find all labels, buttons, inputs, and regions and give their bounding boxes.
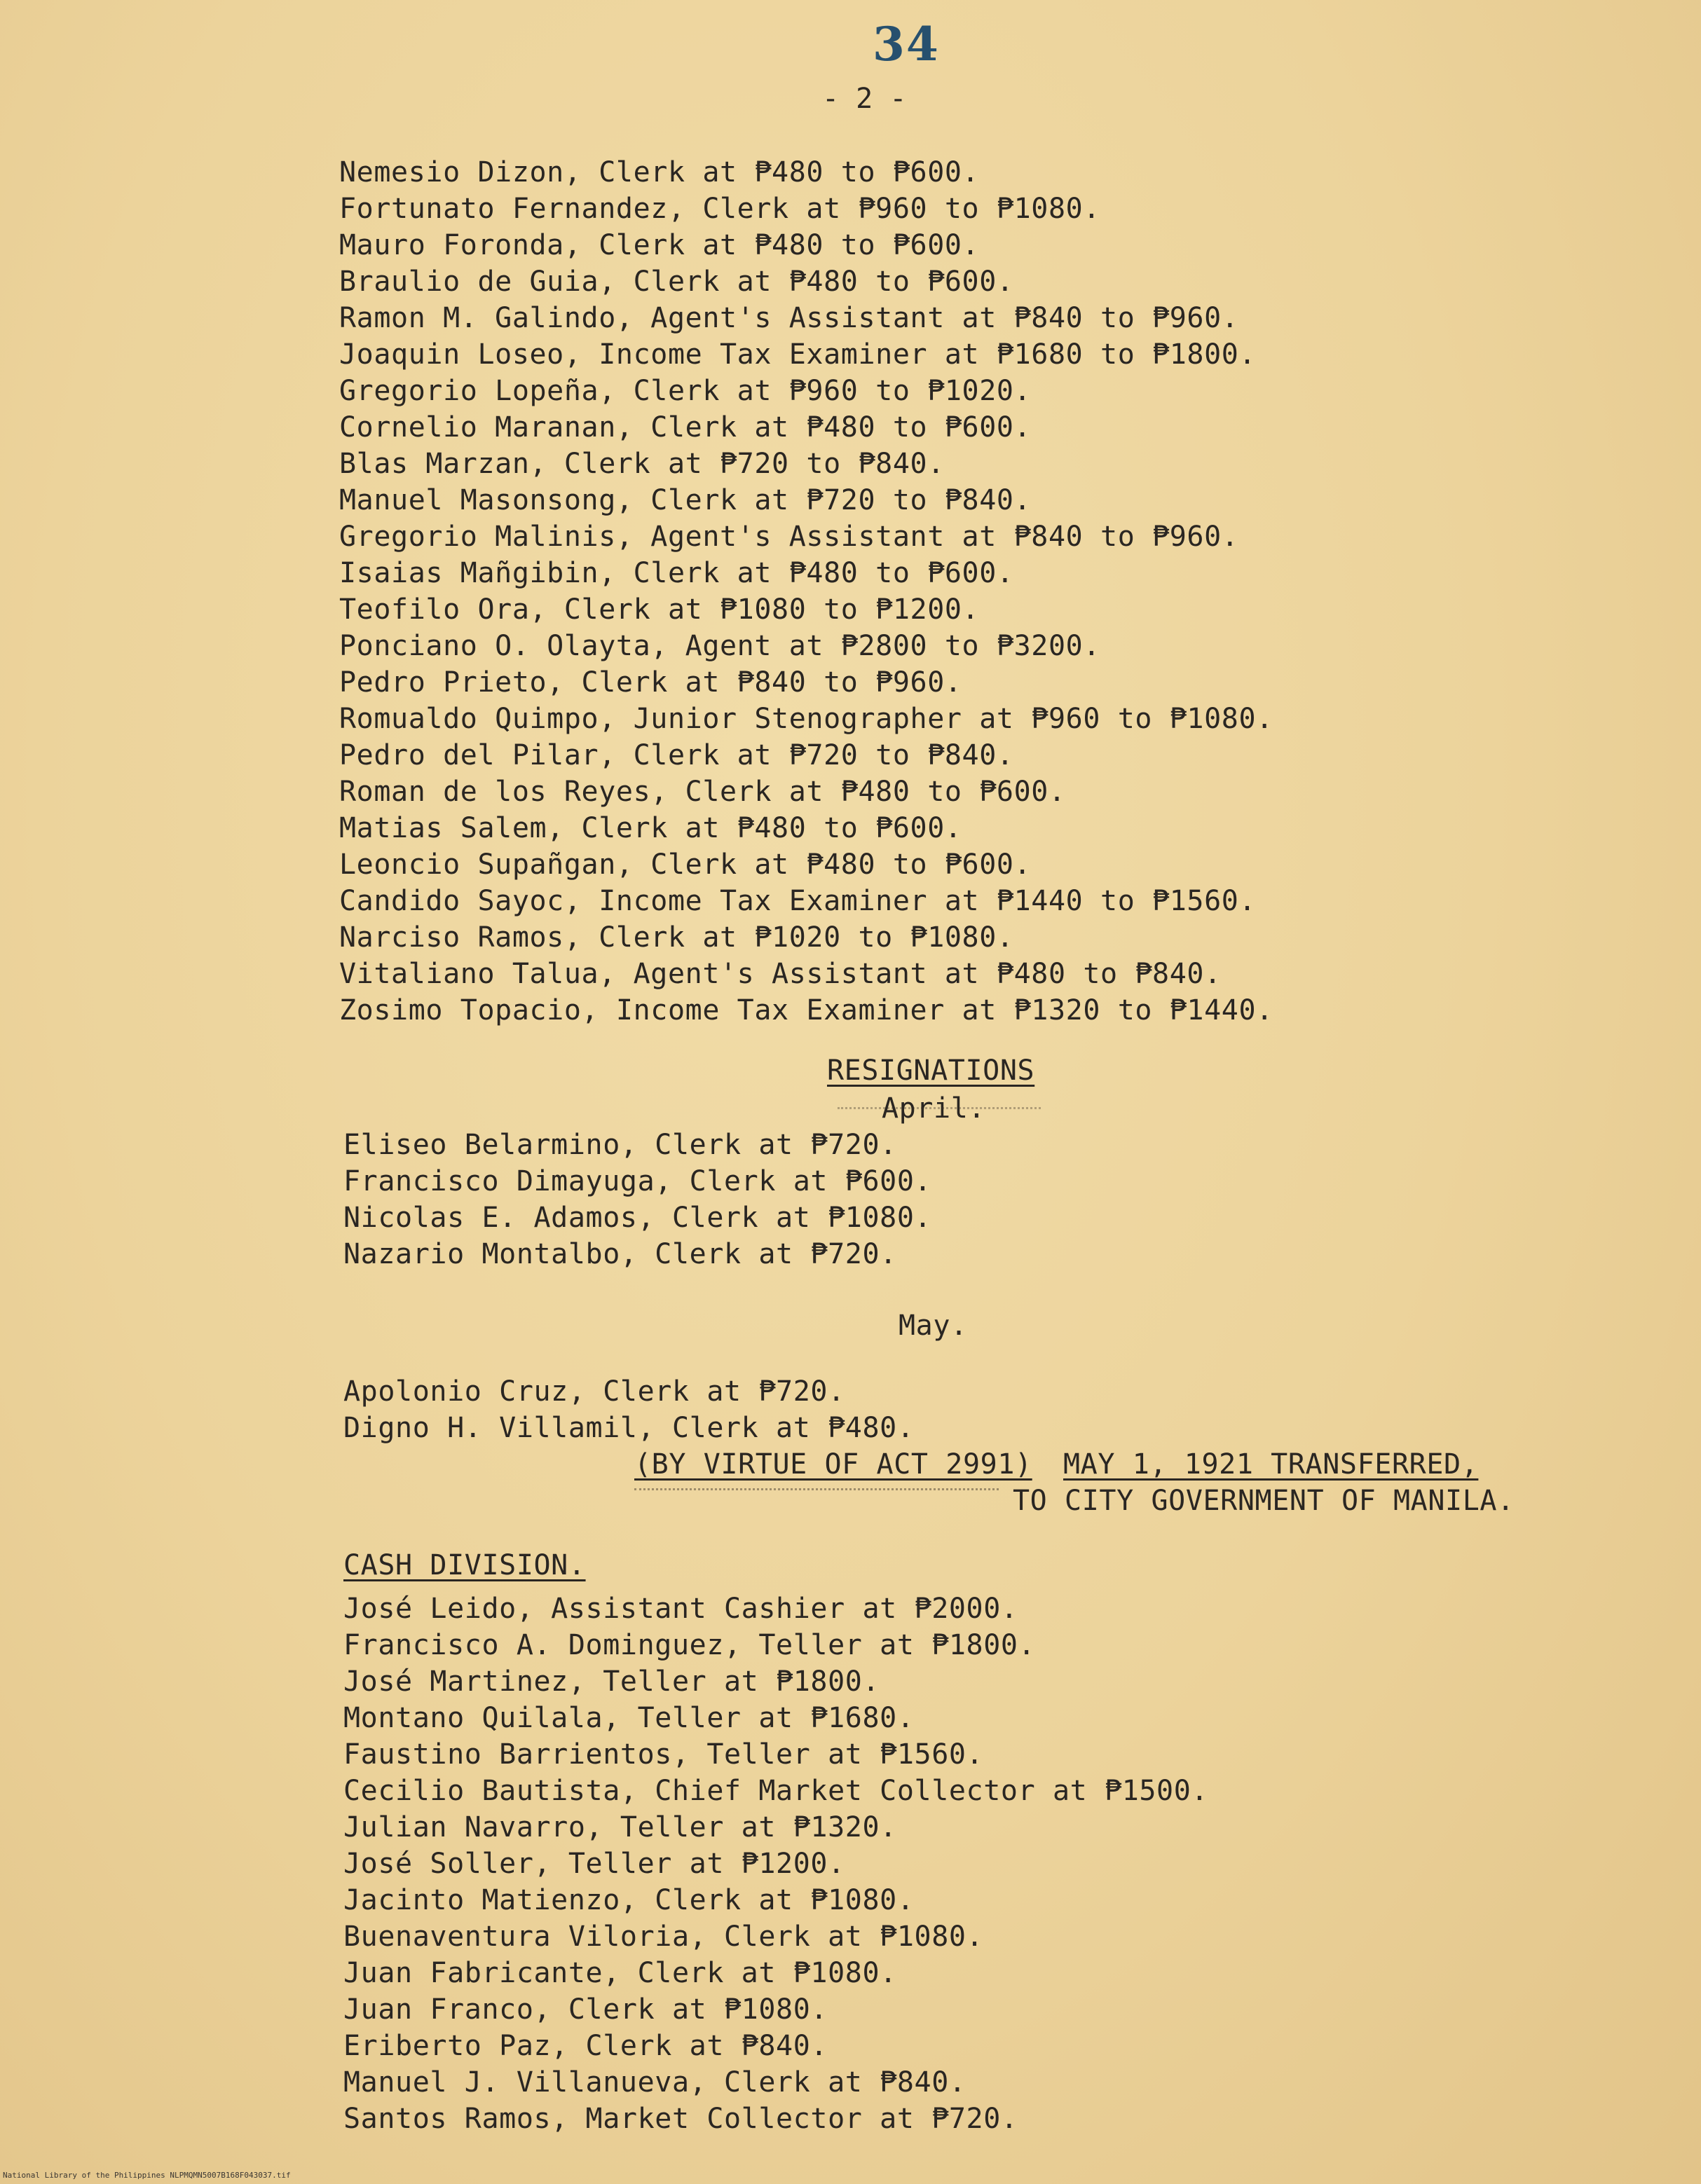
resignation-line: Digno H. Villamil, Clerk at ₱480.: [343, 1412, 915, 1444]
cash-division-line: Jacinto Matienzo, Clerk at ₱1080.: [343, 1884, 915, 1916]
resignation-line: Nazario Montalbo, Clerk at ₱720.: [343, 1238, 897, 1270]
promotion-line: Ramon M. Galindo, Agent's Assistant at ₱840 to ₱960.: [339, 302, 1239, 334]
cash-division-line: Buenaventura Viloria, Clerk at ₱1080.: [343, 1921, 984, 1953]
promotion-line: Romualdo Quimpo, Junior Stenographer at ₱960 to ₱1080.: [339, 703, 1273, 735]
cash-division-line: José Martinez, Teller at ₱1800.: [343, 1666, 880, 1698]
promotion-line: Manuel Masonsong, Clerk at ₱720 to ₱840.: [339, 484, 1032, 516]
transfer-note-date: MAY 1, 1921 TRANSFERRED,: [1063, 1448, 1479, 1481]
may-label: May.: [899, 1310, 968, 1342]
promotion-line: Ponciano O. Olayta, Agent at ₱2800 to ₱3200.: [339, 630, 1101, 662]
promotion-line: Roman de los Reyes, Clerk at ₱480 to ₱600.: [339, 776, 1066, 808]
dotted-rule: [838, 1107, 1041, 1116]
transfer-note-destination: TO CITY GOVERNMENT OF MANILA.: [1013, 1485, 1515, 1517]
promotion-line: Cornelio Maranan, Clerk at ₱480 to ₱600.: [339, 411, 1032, 444]
promotion-line: Gregorio Malinis, Agent's Assistant at ₱840 to ₱960.: [339, 521, 1239, 553]
cash-division-line: Eriberto Paz, Clerk at ₱840.: [343, 2030, 828, 2062]
promotion-line: Matias Salem, Clerk at ₱480 to ₱600.: [339, 812, 962, 844]
footer-archive-caption: National Library of the Philippines NLPMQMN5007B168F043037.tif: [3, 2171, 291, 2180]
resignation-line: Nicolas E. Adamos, Clerk at ₱1080.: [343, 1202, 932, 1234]
cash-division-line: Julian Navarro, Teller at ₱1320.: [343, 1811, 897, 1843]
resignation-line: Apolonio Cruz, Clerk at ₱720.: [343, 1375, 845, 1408]
promotion-line: Zosimo Topacio, Income Tax Examiner at ₱1320 to ₱1440.: [339, 994, 1273, 1026]
cash-division-line: Cecilio Bautista, Chief Market Collector at ₱1500.: [343, 1775, 1209, 1807]
cash-division-line: Manuel J. Villanueva, Clerk at ₱840.: [343, 2066, 966, 2099]
cash-division-line: Faustino Barrientos, Teller at ₱1560.: [343, 1738, 984, 1771]
resignations-heading: RESIGNATIONS: [827, 1055, 1035, 1087]
page-number: - 2 -: [822, 83, 907, 115]
promotion-line: Fortunato Fernandez, Clerk at ₱960 to ₱1080.: [339, 193, 1101, 225]
promotion-line: Nemesio Dizon, Clerk at ₱480 to ₱600.: [339, 156, 980, 188]
cash-division-line: Juan Franco, Clerk at ₱1080.: [343, 1993, 828, 2026]
promotion-line: Pedro Prieto, Clerk at ₱840 to ₱960.: [339, 666, 962, 699]
page-stamp-number: 34: [873, 17, 940, 71]
promotion-line: Leoncio Supañgan, Clerk at ₱480 to ₱600.: [339, 849, 1032, 881]
promotion-line: Pedro del Pilar, Clerk at ₱720 to ₱840.: [339, 739, 1014, 771]
cash-division-line: Juan Fabricante, Clerk at ₱1080.: [343, 1957, 897, 1989]
dotted-rule: [634, 1488, 999, 1502]
april-label: April.: [882, 1092, 986, 1125]
promotion-line: Braulio de Guia, Clerk at ₱480 to ₱600.: [339, 266, 1014, 298]
promotion-line: Candido Sayoc, Income Tax Examiner at ₱1440 to ₱1560.: [339, 885, 1257, 917]
promotion-line: Narciso Ramos, Clerk at ₱1020 to ₱1080.: [339, 921, 1014, 954]
cash-division-line: Santos Ramos, Market Collector at ₱720.: [343, 2103, 1018, 2135]
transfer-note-act: (BY VIRTUE OF ACT 2991): [634, 1448, 1032, 1481]
cash-division-line: Francisco A. Dominguez, Teller at ₱1800.: [343, 1629, 1036, 1661]
promotion-line: Isaias Mañgibin, Clerk at ₱480 to ₱600.: [339, 557, 1014, 589]
cash-division-line: José Leido, Assistant Cashier at ₱2000.: [343, 1593, 1018, 1625]
cash-division-line: José Soller, Teller at ₱1200.: [343, 1848, 845, 1880]
cash-division-line: Montano Quilala, Teller at ₱1680.: [343, 1702, 915, 1734]
promotion-line: Joaquin Loseo, Income Tax Examiner at ₱1680 to ₱1800.: [339, 338, 1257, 371]
promotion-line: Blas Marzan, Clerk at ₱720 to ₱840.: [339, 448, 945, 480]
promotion-line: Mauro Foronda, Clerk at ₱480 to ₱600.: [339, 229, 980, 261]
promotion-line: Vitaliano Talua, Agent's Assistant at ₱480 to ₱840.: [339, 958, 1222, 990]
cash-division-heading: CASH DIVISION.: [343, 1549, 586, 1581]
promotion-line: Teofilo Ora, Clerk at ₱1080 to ₱1200.: [339, 593, 980, 626]
promotion-line: Gregorio Lopeña, Clerk at ₱960 to ₱1020.: [339, 375, 1032, 407]
resignation-line: Eliseo Belarmino, Clerk at ₱720.: [343, 1129, 897, 1161]
resignation-line: Francisco Dimayuga, Clerk at ₱600.: [343, 1165, 932, 1197]
